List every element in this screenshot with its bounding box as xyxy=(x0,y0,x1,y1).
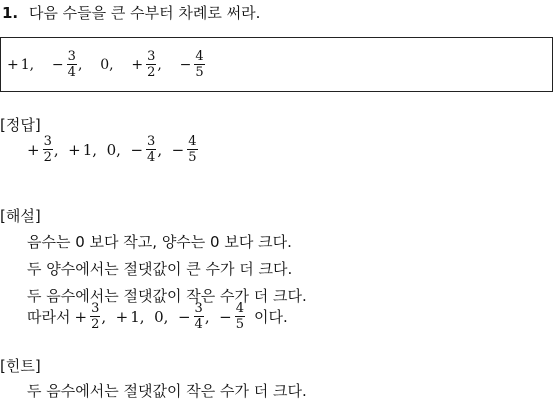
question-number: 1. xyxy=(2,4,19,22)
question-line xyxy=(2,2,260,23)
separator: , xyxy=(157,140,172,159)
number-text: 0 xyxy=(106,140,117,159)
numerator: 3 xyxy=(67,49,76,64)
denominator: 4 xyxy=(147,150,156,165)
question-box xyxy=(0,37,553,92)
question-number-list xyxy=(7,50,206,79)
fraction xyxy=(194,50,204,79)
answer-heading: [정답] xyxy=(0,116,41,134)
number-item xyxy=(178,302,205,331)
separator: , xyxy=(157,56,180,73)
explanation-line-3: 두 음수에서는 절댓값이 작은 수가 더 크다. xyxy=(27,287,307,305)
hint-heading: [힌트] xyxy=(0,357,41,375)
numerator: 3 xyxy=(91,301,100,316)
numerator: 4 xyxy=(195,49,204,64)
number-item xyxy=(74,302,101,331)
sign: + xyxy=(68,140,81,159)
fraction xyxy=(43,135,53,164)
number-text: 0 xyxy=(154,307,164,326)
number-text: 1 xyxy=(82,140,93,159)
denominator: 2 xyxy=(91,317,100,332)
numerator: 4 xyxy=(235,301,244,316)
hint-line: 두 음수에서는 절댓값이 작은 수가 더 크다. xyxy=(27,382,307,400)
fraction xyxy=(146,50,156,79)
explanation-heading: [해설] xyxy=(0,207,41,225)
explanation-line-4-prefix: 따라서 xyxy=(27,308,71,326)
separator: , xyxy=(163,307,178,326)
numerator: 3 xyxy=(147,134,156,149)
number-item xyxy=(172,135,199,164)
sign: − xyxy=(171,140,185,159)
separator: , xyxy=(139,307,155,326)
number-item xyxy=(130,135,157,164)
denominator: 2 xyxy=(43,150,52,165)
separator: , xyxy=(116,140,131,159)
separator: , xyxy=(101,307,116,326)
fraction xyxy=(146,135,156,164)
explanation-sequence xyxy=(74,302,246,331)
numerator: 3 xyxy=(43,134,52,149)
sign: − xyxy=(219,307,232,326)
denominator: 5 xyxy=(188,150,197,165)
separator: , xyxy=(109,56,132,73)
denominator: 5 xyxy=(235,317,244,332)
answer-sequence xyxy=(27,135,199,164)
question-text: 다음 수들을 큰 수부터 차례로 써라. xyxy=(28,4,261,22)
separator: , xyxy=(29,56,52,73)
sign: + xyxy=(7,56,19,73)
sign: − xyxy=(130,140,144,159)
fraction xyxy=(187,135,197,164)
sign: + xyxy=(74,307,88,326)
number-item xyxy=(100,57,109,73)
number-item xyxy=(52,50,78,79)
sign: + xyxy=(115,307,129,326)
number-item xyxy=(154,308,164,326)
separator: , xyxy=(53,140,69,159)
sign: + xyxy=(131,56,144,73)
separator: , xyxy=(92,140,107,159)
numerator: 3 xyxy=(194,301,203,316)
denominator: 5 xyxy=(195,65,204,80)
number-text: 0 xyxy=(100,56,110,73)
explanation-line-4-suffix: 이다. xyxy=(253,308,288,326)
denominator: 2 xyxy=(147,65,156,80)
numerator: 3 xyxy=(147,49,156,64)
denominator: 4 xyxy=(194,317,203,332)
number-item xyxy=(131,50,157,79)
number-item xyxy=(107,141,117,159)
number-item xyxy=(116,308,140,326)
number-item xyxy=(219,302,246,331)
fraction xyxy=(90,302,100,331)
fraction xyxy=(67,50,77,79)
sign: − xyxy=(177,307,191,326)
separator: , xyxy=(204,307,220,326)
separator: , xyxy=(77,56,101,73)
number-item xyxy=(27,135,54,164)
number-item xyxy=(68,141,92,159)
denominator: 4 xyxy=(67,65,76,80)
explanation-line-2: 두 양수에서는 절댓값이 큰 수가 더 크다. xyxy=(27,260,293,278)
number-item xyxy=(7,57,30,73)
explanation-line-1: 음수는 0 보다 작고, 양수는 0 보다 크다. xyxy=(27,233,292,251)
number-item xyxy=(180,50,206,79)
number-text: 1 xyxy=(20,56,30,73)
numerator: 4 xyxy=(188,134,197,149)
explanation-line-4 xyxy=(27,302,288,331)
number-text: 1 xyxy=(130,307,140,326)
fraction xyxy=(235,302,245,331)
sign: + xyxy=(27,140,40,159)
sign: − xyxy=(179,56,192,73)
sign: − xyxy=(51,56,64,73)
fraction xyxy=(194,302,204,331)
